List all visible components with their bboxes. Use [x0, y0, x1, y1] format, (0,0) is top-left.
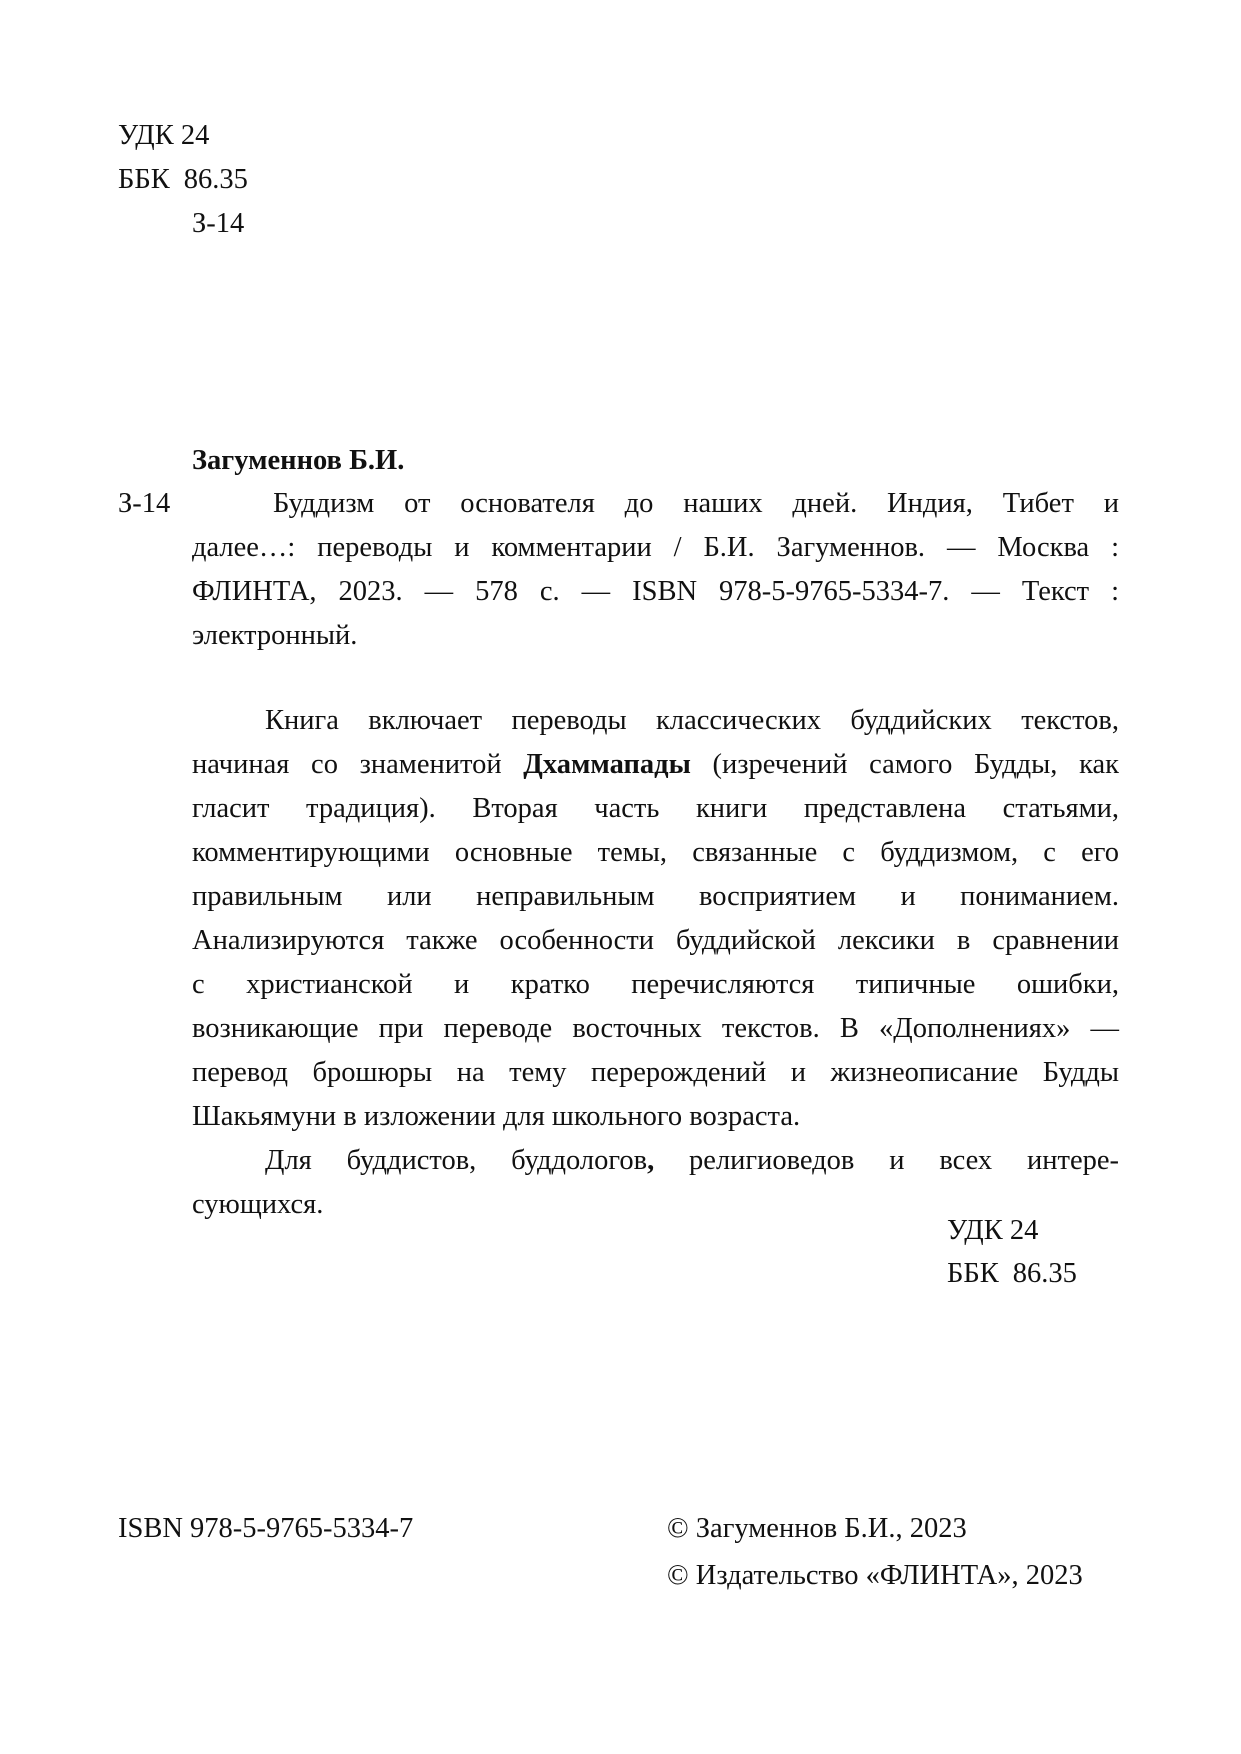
bib-line-4: электронный.	[192, 620, 358, 651]
bbk-value: 86.35	[183, 164, 248, 195]
audience-end: религиоведов и всех интере-	[654, 1145, 1119, 1176]
author-heading: Загуменнов Б.И.	[192, 445, 405, 476]
annotation-line-6: Анализируются также особенности буддийской лексики в сравнении	[192, 925, 1119, 956]
author-mark-top: З-14	[192, 208, 245, 239]
copyright-author: © Загуменнов Б.И., 2023	[667, 1513, 967, 1544]
bib-line-1: Буддизм от основателя до наших дней. Индия, Тибет и	[273, 488, 1119, 519]
bib-line-3: ФЛИНТА, 2023. — 578 с. — ISBN 978-5-9765-5334-7. — Текст :	[192, 576, 1119, 607]
annotation-line-3: гласит традиция). Вторая часть книги представлена статьями,	[192, 793, 1119, 824]
audience-line-1	[265, 1147, 1119, 1176]
bbk-code-top	[118, 166, 248, 195]
audience-bold-comma: ,	[647, 1145, 655, 1176]
bbk-code-bottom	[947, 1260, 1077, 1289]
annotation-line-7: с христианской и кратко перечисляются типичные ошибки,	[192, 969, 1119, 1000]
annotation-line-10: Шакьямуни в изложении для школьного возраста.	[192, 1101, 801, 1132]
annotation-line-4: комментирующими основные темы, связанные с буддизмом, с его	[192, 837, 1119, 868]
annotation-line-2	[192, 751, 1119, 780]
bbk-value-bottom: 86.35	[1012, 1258, 1077, 1289]
copyright-publisher: © Издательство «ФЛИНТА», 2023	[667, 1560, 1083, 1591]
annotation-line-1: Книга включает переводы классических буддийских текстов,	[265, 705, 1119, 736]
bib-line-2: далее…: переводы и комментарии / Б.И. Загуменнов. — Москва :	[192, 532, 1119, 563]
annotation-line-2-end: (изречений самого Будды, как	[690, 749, 1119, 780]
audience-line-2: сующихся.	[192, 1189, 324, 1220]
audience-start: Для буддистов, буддологов	[265, 1145, 648, 1176]
author-mark-entry: З-14	[118, 488, 171, 519]
udk-code-top: УДК 24	[118, 120, 210, 151]
annotation-line-8: возникающие при переводе восточных текстов. В «Дополнениях» —	[192, 1013, 1119, 1044]
isbn-footer: ISBN 978-5-9765-5334-7	[118, 1513, 414, 1544]
udk-code-bottom: УДК 24	[947, 1215, 1039, 1246]
bbk-label: ББК	[118, 164, 170, 195]
dhammapada-title: Дхаммапады	[523, 749, 691, 780]
annotation-line-9: перевод брошюры на тему перерождений и жизнеописание Будды	[192, 1057, 1119, 1088]
annotation-line-5: правильным или неправильным восприятием и пониманием.	[192, 881, 1119, 912]
annotation-line-2-start: начиная со знаменитой	[192, 749, 524, 780]
bbk-label-bottom: ББК	[947, 1258, 999, 1289]
